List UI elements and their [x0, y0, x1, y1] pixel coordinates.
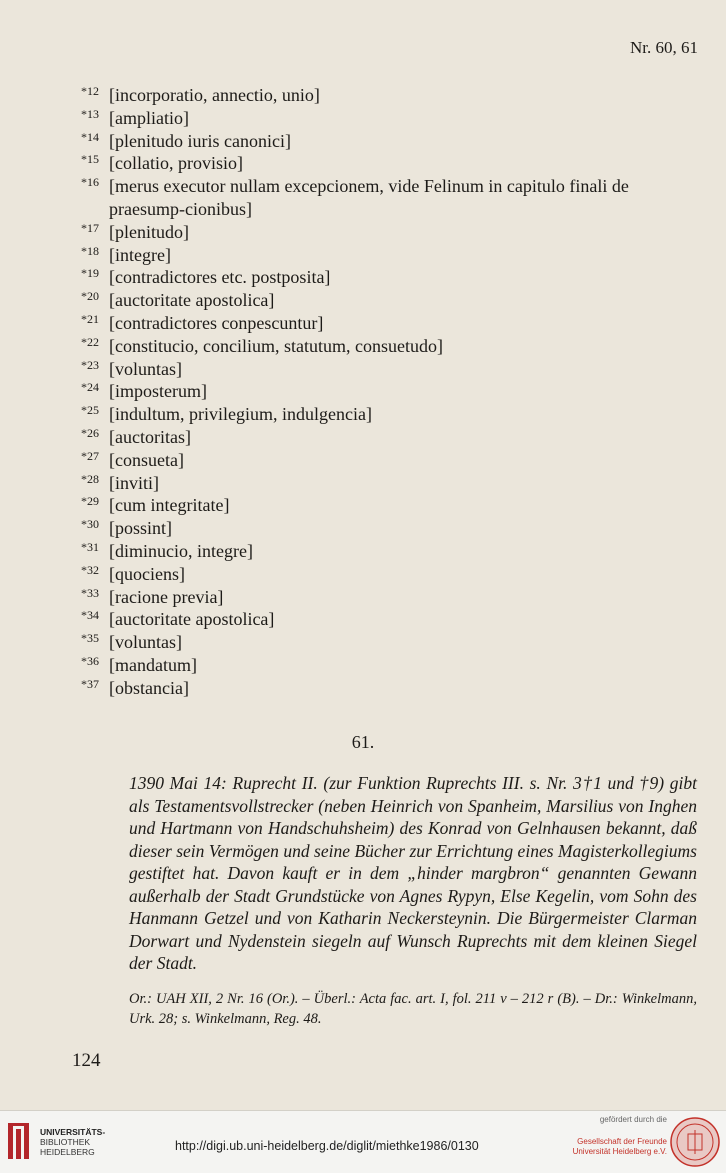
footnote-item [78, 380, 698, 403]
footnote-text: [constitucio, concilium, statutum, consuetudo] [109, 335, 443, 356]
footnote-item [78, 517, 698, 540]
footnote-mark: *16 [81, 175, 99, 190]
footnote-mark: *13 [81, 106, 99, 121]
footnote-item [78, 677, 698, 700]
footnote-text: [inviti] [109, 472, 159, 493]
footnote-list [78, 84, 698, 700]
footnote-text: [auctoritas] [109, 426, 191, 447]
footnote-mark: *23 [81, 357, 99, 372]
footnote-mark: *26 [81, 425, 99, 440]
footnote-mark: *18 [81, 243, 99, 258]
footnote-item [78, 654, 698, 677]
regest-paragraph [129, 772, 697, 975]
footnote-item [78, 494, 698, 517]
footnote-item [78, 107, 698, 130]
footnote-mark: *24 [81, 380, 99, 395]
library-name[interactable] [40, 1127, 105, 1157]
footnote-item [78, 631, 698, 654]
footnote-item [78, 563, 698, 586]
footnote-item [78, 289, 698, 312]
footnote-text: [auctoritate apostolica] [109, 609, 275, 630]
footnote-item [78, 608, 698, 631]
footnote-mark: *15 [81, 152, 99, 167]
footnote-item [78, 335, 698, 358]
footnote-text: [voluntas] [109, 358, 182, 379]
sponsor-prefix: gefördert durch die [599, 1115, 667, 1124]
footnote-mark: *30 [81, 517, 99, 532]
footnote-mark: *31 [81, 539, 99, 554]
footnote-mark: *25 [81, 403, 99, 418]
footnote-text: [cum integritate] [109, 495, 230, 516]
footnote-mark: *20 [81, 289, 99, 304]
footnote-mark: *34 [81, 608, 99, 623]
footnote-item [78, 84, 698, 107]
footnote-mark: *19 [81, 266, 99, 281]
footnote-item [78, 358, 698, 381]
footnote-text: [voluntas] [109, 632, 182, 653]
footnote-text: [imposterum] [109, 381, 207, 402]
footnote-text: [collatio, provisio] [109, 153, 243, 174]
footnote-text: [contradictores conpescuntur] [109, 312, 324, 333]
footnote-item [78, 266, 698, 289]
library-line2: BIBLIOTHEK [40, 1137, 91, 1147]
sponsor-line2: Universität Heidelberg e.V. [572, 1147, 667, 1156]
footnote-mark: *29 [81, 494, 99, 509]
footnote-mark: *22 [81, 334, 99, 349]
footnote-text: [mandatum] [109, 654, 197, 675]
library-line3: HEIDELBERG [40, 1147, 95, 1157]
page-number: 124 [72, 1050, 101, 1071]
footnote-item [78, 244, 698, 267]
footnote-text: [indultum, privilegium, indulgencia] [109, 404, 372, 425]
footnote-text: [merus executor nullam excepcionem, vide Felinum in capitulo finali de praesump-cionibus] [109, 176, 629, 219]
footnote-item [78, 221, 698, 244]
footnote-text: [auctoritate apostolica] [109, 290, 275, 311]
footnote-mark: *12 [81, 84, 99, 98]
running-header: Nr. 60, 61 [630, 38, 698, 57]
footnote-mark: *28 [81, 471, 99, 486]
sponsor-line1: Gesellschaft der Freunde [577, 1137, 667, 1146]
footnote-mark: *36 [81, 653, 99, 668]
footnote-text: [quociens] [109, 563, 185, 584]
footnote-text: [diminucio, integre] [109, 540, 253, 561]
footnote-item [78, 472, 698, 495]
footnote-text: [racione previa] [109, 586, 224, 607]
regest-text: 1390 Mai 14: Ruprecht II. (zur Funktion Ruprechts III. s. Nr. 3†1 und †9) gibt als Testamentsvollstrecker (neben Heinrich von Spanheim, Marsilius von Inghen und Hartmann von Handschuhsheim) des Konrad von Gelnhausen bekannt, daß dieser sein Vermögen und seine Bücher zur Errichtung eines Magisterkollegiums gestiftet hat. Davon kauft er in dem „hinder margbron“ genannten Gewann außerhalb der Stadt Grundstücke von Agnes Rypyn, Else Kegelin, vom Sohn des Hanmann Getzel und von Katharin Neckersteynin. Die Bürgermeister Clarman Dorwart und Nydenstein siegeln auf Wunsch Ruprechts mit dem kleinen Siegel der Stadt. [129, 773, 697, 973]
footnote-mark: *35 [81, 631, 99, 646]
sponsor-block[interactable] [563, 1115, 667, 1157]
footnote-text: [ampliatio] [109, 107, 189, 128]
footnote-item [78, 403, 698, 426]
footnote-mark: *21 [81, 311, 99, 326]
library-line1: UNIVERSITÄTS- [40, 1127, 106, 1137]
ub-heidelberg-logo-icon[interactable] [6, 1121, 36, 1163]
footnote-text: [contradictores etc. postposita] [109, 267, 331, 288]
university-seal-icon[interactable] [669, 1116, 721, 1168]
document-number: 61. [351, 732, 375, 752]
footnote-item [78, 586, 698, 609]
footnote-mark: *33 [81, 585, 99, 600]
footnote-mark: *17 [81, 220, 99, 235]
footnote-mark: *14 [81, 129, 99, 144]
footnote-mark: *27 [81, 448, 99, 463]
footnote-item [78, 312, 698, 335]
footnote-text: [plenitudo iuris canonici] [109, 130, 291, 151]
footnote-text: [plenitudo] [109, 221, 189, 242]
footnote-item [78, 175, 698, 221]
digitization-footer [0, 1110, 726, 1173]
footnote-text: [incorporatio, annectio, unio] [109, 85, 320, 105]
footnote-item [78, 130, 698, 153]
permalink-url[interactable]: http://digi.ub.uni-heidelberg.de/diglit/miethke1986/0130 [175, 1139, 479, 1153]
sources-text: Or.: UAH XII, 2 Nr. 16 (Or.). – Überl.: Acta fac. art. I, fol. 211 v – 212 r (B). – Dr.: Winkelmann, Urk. 28; s. Winkelmann, Reg. 48. [129, 991, 697, 1027]
footnote-mark: *32 [81, 562, 99, 577]
source-references [129, 989, 697, 1029]
footnote-item [78, 152, 698, 175]
footnote-text: [obstancia] [109, 677, 189, 698]
footnote-text: [integre] [109, 244, 171, 265]
footnote-item [78, 426, 698, 449]
footnote-item [78, 540, 698, 563]
footnote-text: [consueta] [109, 449, 184, 470]
footnote-text: [possint] [109, 518, 172, 539]
footnote-mark: *37 [81, 676, 99, 691]
footnote-item [78, 449, 698, 472]
